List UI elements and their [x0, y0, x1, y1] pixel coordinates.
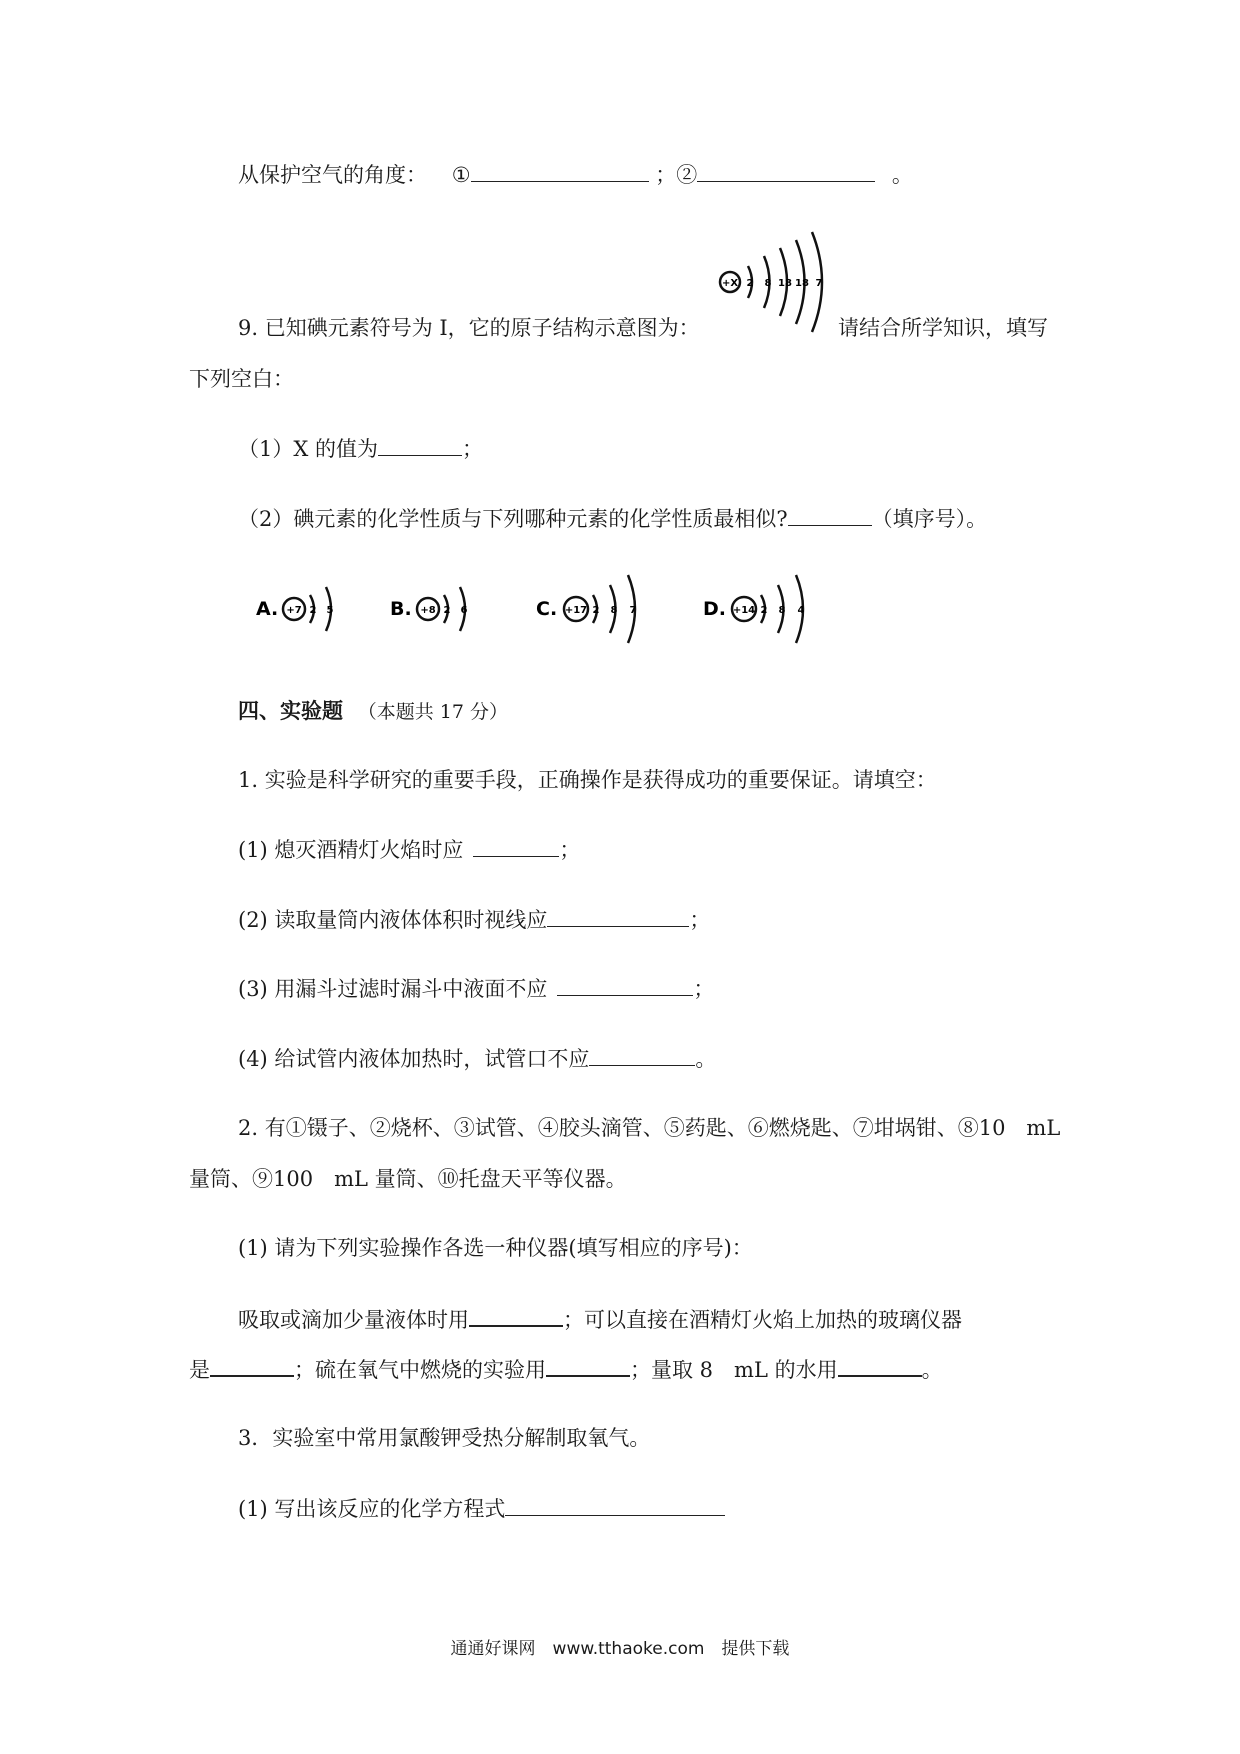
period: 。 — [891, 163, 913, 187]
shell-count: 4 — [797, 605, 805, 616]
shell-count: 2 — [443, 605, 451, 616]
e3-line — [238, 1423, 650, 1453]
answer-blank[interactable] — [378, 433, 462, 456]
answer-blank[interactable] — [788, 503, 872, 526]
shell-count: 18 — [778, 278, 792, 289]
blank-number-1: ① — [451, 163, 471, 187]
e2-2-text-b: ；可以直接在酒精灯火焰上加热的玻璃仪器 — [563, 1308, 962, 1332]
e2-text-2: 量筒、⑨100 mL 量筒、⑩托盘天平等仪器。 — [189, 1167, 627, 1191]
e1-1-line — [238, 834, 580, 865]
semicolon: ； — [693, 977, 715, 1001]
protect-air-line — [238, 159, 913, 190]
shell-count: 2 — [309, 605, 317, 616]
section-note: （本题共 17 分） — [357, 701, 508, 723]
e2-3-text-b: ；硫在氧气中燃烧的实验用 — [294, 1358, 546, 1382]
q9-1-text: （1）X 的值为 — [238, 437, 378, 461]
e2-3-text: 是 — [189, 1358, 210, 1382]
nucleus-label: +7 — [286, 605, 302, 616]
shell-count: 2 — [746, 278, 754, 289]
e3-text: 3．实验室中常用氯酸钾受热分解制取氧气。 — [238, 1426, 651, 1450]
q9-2-line — [238, 503, 987, 534]
e2-3-text-c: ；量取 8 mL 的水用 — [630, 1358, 838, 1382]
semicolon: ； — [689, 908, 711, 932]
shell-count: 8 — [610, 605, 618, 616]
answer-blank[interactable] — [471, 159, 649, 182]
iodine-atom-diagram — [712, 226, 837, 338]
answer-blank[interactable] — [557, 973, 693, 996]
nucleus-label: +X — [721, 278, 739, 289]
e2-text: 2. 有①镊子、②烧杯、③试管、④胶头滴管、⑤药匙、⑥燃烧匙、⑦坩埚钳、⑧10 mL — [238, 1116, 1061, 1140]
answer-blank[interactable] — [469, 1303, 563, 1327]
e2-2-line — [238, 1303, 962, 1335]
shell-count: 18 — [795, 278, 809, 289]
answer-blank[interactable] — [589, 1043, 695, 1066]
option-letter: B. — [390, 598, 412, 620]
e1-2-line — [238, 904, 710, 935]
e3-1-line — [238, 1493, 725, 1524]
nucleus-label: +17 — [564, 605, 588, 616]
option-letter: C. — [536, 598, 558, 620]
shell-count: 6 — [460, 605, 468, 616]
e2-line — [238, 1113, 1060, 1143]
e1-3-line — [238, 973, 714, 1004]
q9-text-3: 下列空白： — [189, 367, 294, 391]
option-diagrams — [250, 567, 830, 647]
shell-count: 2 — [760, 605, 768, 616]
q9-text: 9. 已知碘元素符号为 I，它的原子结构示意图为： — [238, 316, 700, 340]
option-letter: A. — [256, 598, 279, 620]
q9-2-suffix: （填序号）。 — [871, 507, 988, 531]
period: 。 — [695, 1047, 717, 1071]
answer-blank[interactable] — [546, 1353, 630, 1377]
e1-1-text: (1) 熄灭酒精灯火焰时应 — [238, 838, 464, 862]
q9-1-line — [238, 433, 483, 464]
option-d — [703, 575, 805, 643]
e2-1-text: (1) 请为下列实验操作各选一种仪器(填写相应的序号)： — [238, 1236, 753, 1260]
e1-line — [238, 765, 937, 795]
nucleus-label: +14 — [732, 605, 756, 616]
q9-continuation — [838, 313, 1048, 343]
option-c — [536, 575, 637, 643]
q9-2-text: （2）碘元素的化学性质与下列哪种元素的化学性质最相似? — [238, 507, 788, 531]
shell-count: 2 — [592, 605, 600, 616]
page-footer: 通通好课网 www.tthaoke.com 提供下载 — [450, 1639, 790, 1659]
shell-count: 5 — [326, 605, 334, 616]
option-b — [390, 587, 468, 631]
answer-blank[interactable] — [505, 1493, 725, 1516]
semicolon: ； — [559, 838, 581, 862]
answer-blank[interactable] — [210, 1353, 294, 1377]
shell-count: 8 — [778, 605, 786, 616]
option-a — [256, 587, 334, 631]
e2-line-2 — [189, 1164, 627, 1194]
e1-4-line — [238, 1043, 716, 1074]
e2-2-text: 吸取或滴加少量液体时用 — [238, 1308, 469, 1332]
q9-text-2: 请结合所学知识，填写 — [838, 316, 1048, 340]
e1-2-text: (2) 读取量筒内液体体积时视线应 — [238, 908, 548, 932]
shell-count: 7 — [815, 278, 823, 289]
q9-line — [238, 313, 700, 343]
e2-3-line — [189, 1353, 943, 1385]
answer-blank[interactable] — [473, 834, 559, 857]
answer-blank[interactable] — [697, 159, 875, 182]
e1-text: 1. 实验是科学研究的重要手段，正确操作是获得成功的重要保证。请填空： — [238, 768, 937, 792]
answer-blank[interactable] — [547, 904, 689, 927]
e3-1-text: (1) 写出该反应的化学方程式 — [238, 1497, 506, 1521]
section-title: 四、实验题 — [238, 698, 343, 723]
protect-air-label: 从保护空气的角度： — [238, 163, 427, 187]
period: 。 — [921, 1358, 943, 1382]
nucleus-label: +8 — [420, 605, 436, 616]
e2-1-line — [238, 1233, 753, 1263]
semicolon: ； — [462, 437, 483, 461]
section-4-heading — [238, 696, 508, 727]
e1-4-text: (4) 给试管内液体加热时，试管口不应 — [238, 1047, 590, 1071]
shell-count: 7 — [629, 605, 637, 616]
answer-blank[interactable] — [838, 1353, 922, 1377]
e1-3-text: (3) 用漏斗过滤时漏斗中液面不应 — [238, 977, 548, 1001]
blank-number-2: ；② — [655, 163, 698, 187]
option-letter: D. — [703, 598, 726, 620]
q9-line-2 — [189, 364, 294, 394]
shell-count: 8 — [764, 278, 772, 289]
